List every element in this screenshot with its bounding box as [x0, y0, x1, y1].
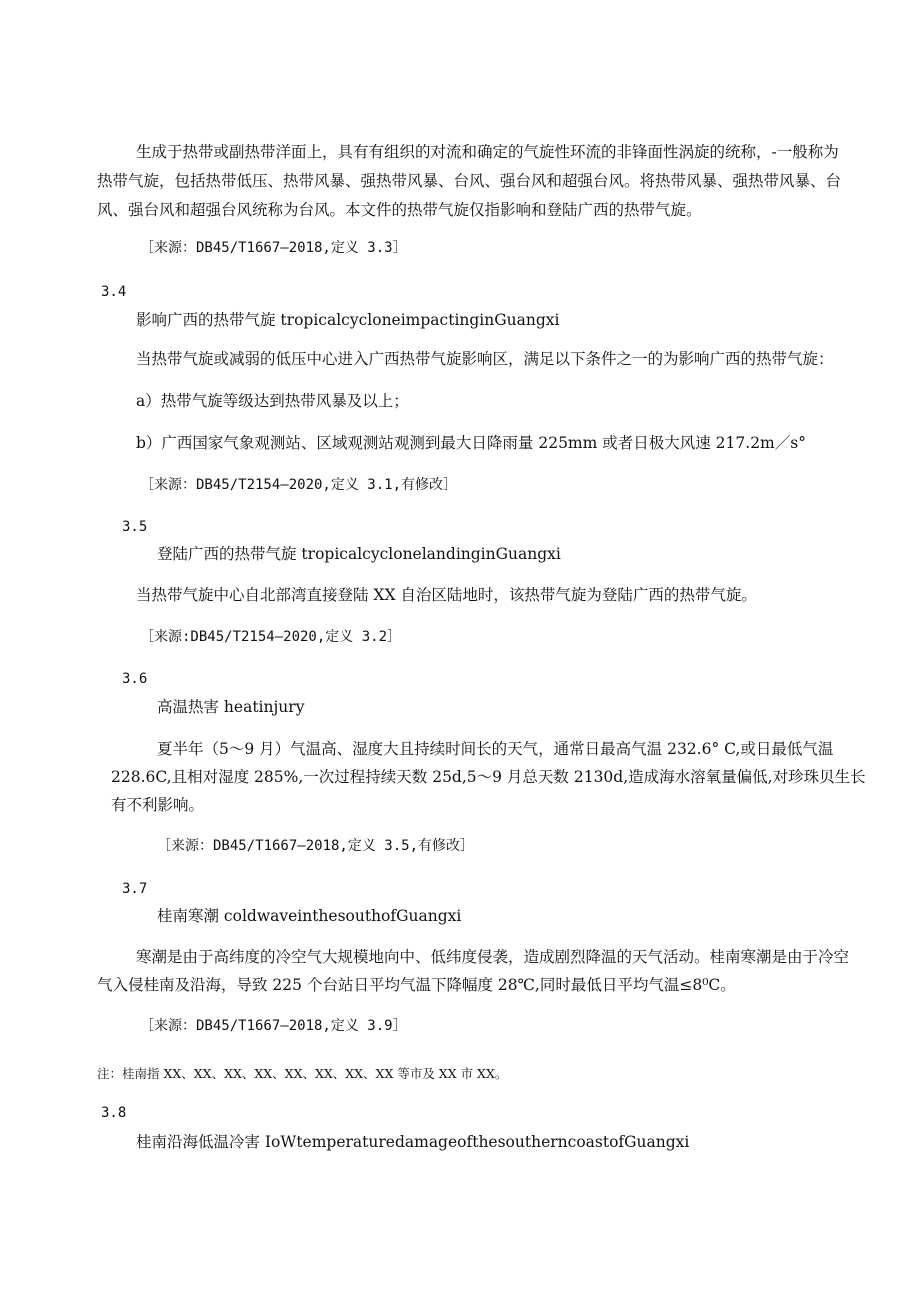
def-3-5-source: ［来源:DB45/T2154—2020,定义 3.2］ — [140, 629, 402, 645]
def-3-7-note: 注：桂南指 XX、XX、XX、XX、XX、XX、XX、XX 等市及 XX 市 XX。 — [97, 1066, 508, 1081]
def-3-4-item-a: a）热带气旋等级达到热带风暴及以上； — [136, 392, 409, 410]
def-3-3-line3: 风、强台风和超强台风统称为台风。本文件的热带气旋仅指影响和登陆广西的热带气旋。 — [97, 201, 702, 219]
def-3-4-number: 3.4 — [101, 284, 127, 300]
def-3-6-source: ［来源：DB45/T1667—2018,定义 3.5,有修改］ — [157, 838, 475, 854]
def-3-7-line2: 气入侵桂南及沿海，导致 225 个台站日平均气温下降幅度 28℃,同时最低日平均气温≤8⁰C。 — [97, 976, 736, 994]
def-3-5-body: 当热带气旋中心自北部湾直接登陆 XX 自治区陆地时，该热带气旋为登陆广西的热带气旋。 — [136, 586, 757, 604]
def-3-3-line1: 生成于热带或副热带洋面上，具有有组织的对流和确定的气旋性环流的非锋面性涡旋的统称，-一般称为 — [136, 143, 839, 161]
def-3-4-body: 当热带气旋或减弱的低压中心进入广西热带气旋影响区，满足以下条件之一的为影响广西的热带气旋： — [136, 350, 834, 368]
def-3-6-line1: 夏半年（5～9 月）气温高、湿度大且持续时间长的天气，通常日最高气温 232.6° C,或日最低气温 — [157, 740, 834, 758]
def-3-6-number: 3.6 — [122, 671, 148, 687]
def-3-7-line1: 寒潮是由于高纬度的冷空气大规模地向中、低纬度侵袭，造成剧烈降温的天气活动。桂南寒潮是由于冷空 — [136, 948, 850, 966]
def-3-4-item-b: b）广西国家气象观测站、区域观测站观测到最大日降雨量 225mm 或者日极大风速 217.2m／s° — [136, 434, 806, 452]
def-3-8-number: 3.8 — [101, 1105, 127, 1121]
def-3-5-number: 3.5 — [122, 519, 148, 535]
def-3-6-line2: 228.6C,且相对湿度 285%,一次过程持续天数 25d,5～9 月总天数 2130d,造成海水溶氧量偏低,对珍珠贝生长 — [111, 768, 866, 786]
def-3-7-term: 桂南寒潮 coldwaveinthesouthofGuangxi — [157, 907, 462, 925]
def-3-8-term: 桂南沿海低温冷害 IoWtemperaturedamageofthesoutherncoastofGuangxi — [136, 1133, 690, 1151]
def-3-3-source: ［来源：DB45/T1667—2018,定义 3.3］ — [140, 240, 407, 256]
def-3-4-term: 影响广西的热带气旋 tropicalcycloneimpactinginGuangxi — [136, 311, 560, 329]
def-3-7-source: ［来源：DB45/T1667—2018,定义 3.9］ — [140, 1018, 407, 1034]
def-3-3-line2: 热带气旋，包括热带低压、热带风暴、强热带风暴、台风、强台风和超强台风。将热带风暴、强热带风暴、台 — [97, 172, 842, 190]
def-3-5-term: 登陆广西的热带气旋 tropicalcyclonelandinginGuangxi — [157, 545, 561, 563]
def-3-6-term: 高温热害 heatinjury — [157, 698, 305, 716]
def-3-6-line3: 有不利影响。 — [111, 796, 205, 814]
def-3-4-source: ［来源：DB45/T2154—2020,定义 3.1,有修改］ — [140, 477, 458, 493]
def-3-7-number: 3.7 — [122, 881, 148, 897]
